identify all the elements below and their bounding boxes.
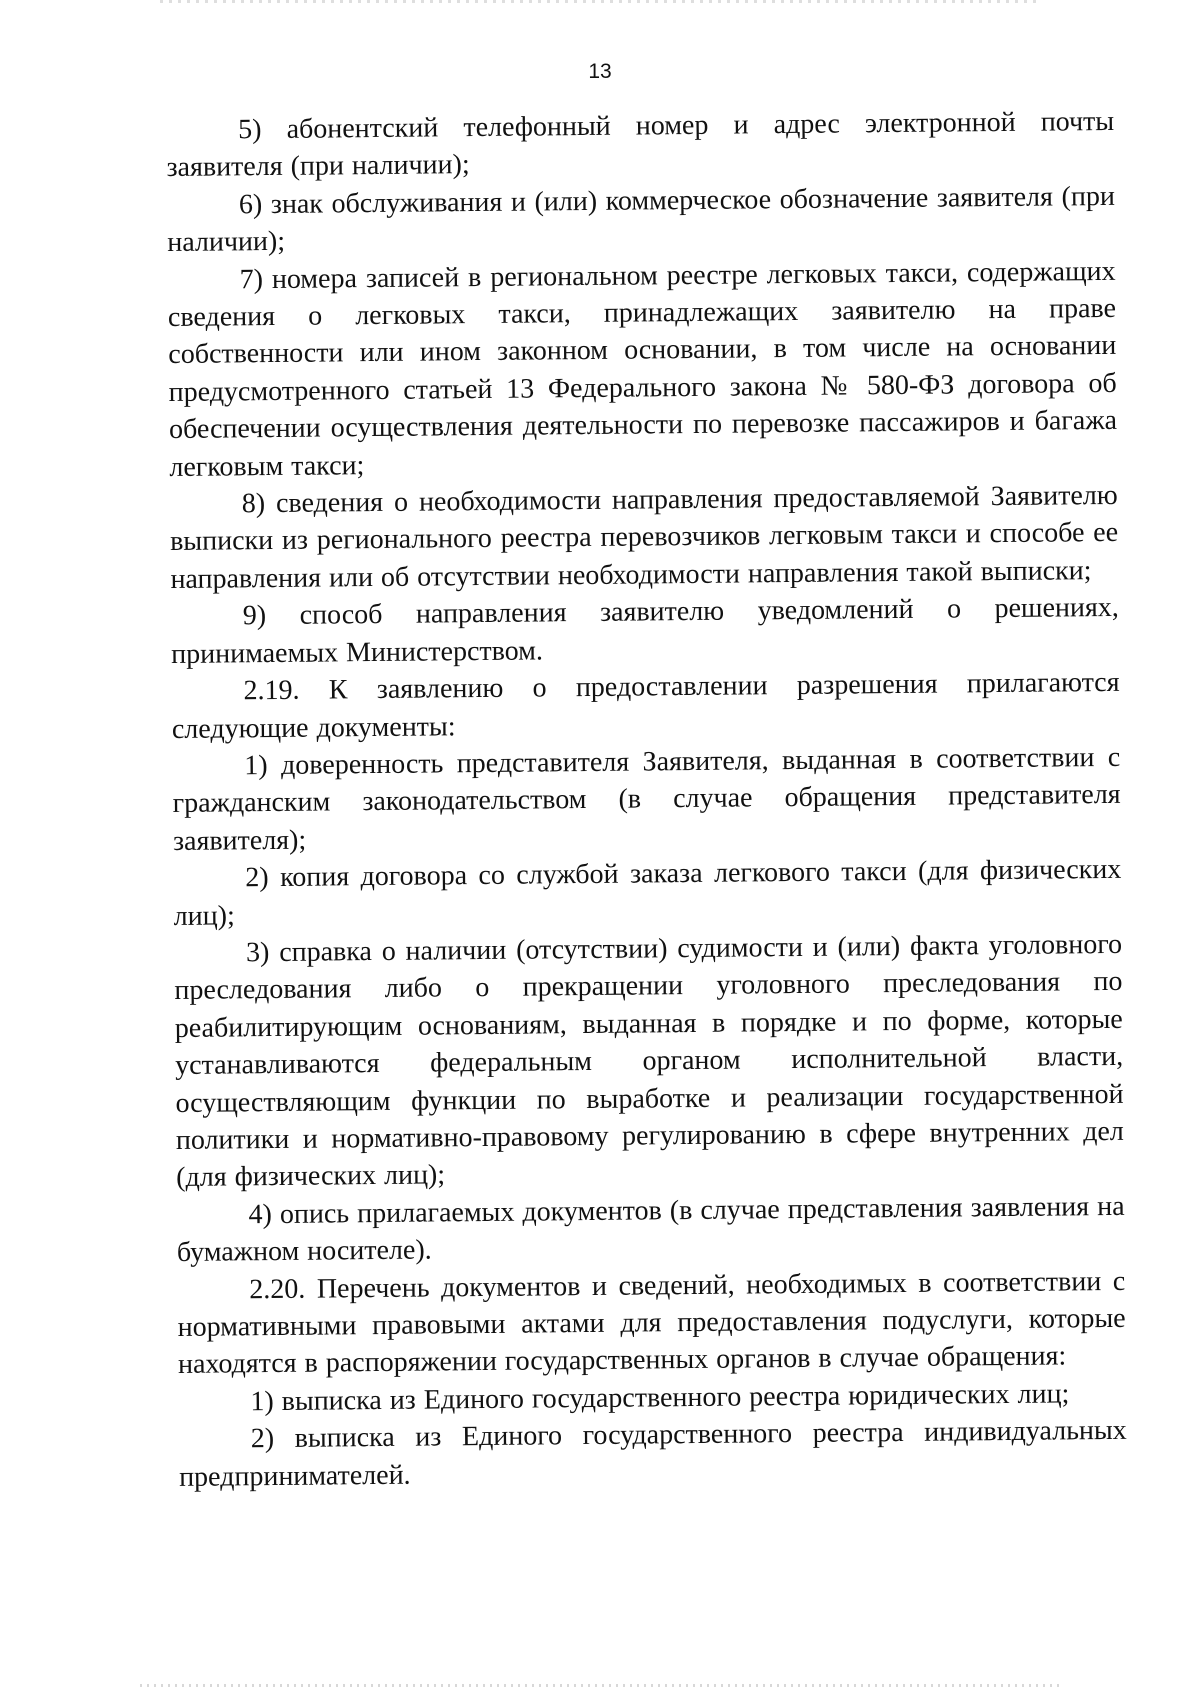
scan-edge-bottom — [140, 1684, 1060, 1687]
paragraph-item-5-contacts: 5) абонентский телефонный номер и адрес электронной почты заявителя (при наличии); — [166, 105, 1115, 184]
paragraph-item-7-registry-records: 7) номера записей в региональном реестре легковых такси, содержащих сведения о легковых такси, принадлежащих заявителю на праве собственности или ином законном основании, в том числе на основании предусмотренного статьей 13 Федерального закона № 580-ФЗ договора об обеспечении осуществления деятельности по перевозке пассажиров и багажа легковым такси; — [167, 255, 1118, 483]
paragraph-item-6-service-mark: 6) знак обслуживания и (или) коммерческое обозначение заявителя (при наличии); — [167, 180, 1116, 259]
paragraph-attachment-3-criminal-record: 3) справка о наличии (отсутствии) судимости и (или) факта уголовного преследования либо о прекращении уголовного преследования по реабилитирующим основаниям, выданная в порядке и по форме, которые устанавливаются федеральным органом исполнительной власти, осуществляющим функции по выработке и реализации государственной политики и нормативно-правовому регулированию в сфере внутренних дел (для физических лиц); — [174, 928, 1124, 1194]
paragraph-section-2-19: 2.19. К заявлению о предоставлении разрешения прилагаются следующие документы: — [171, 666, 1120, 745]
paragraph-item-8-extract-delivery: 8) сведения о необходимости направления предоставляемой Заявителю выписки из регионального реестра перевозчиков легковым такси и способе ее направления или об отсутствии необходимости направления такой выписки; — [169, 479, 1119, 595]
paragraph-section-2-20: 2.20. Перечень документов и сведений, необходимых в соответствии с нормативными правовыми актами для предоставления подуслуги, которые находятся в распоряжении государственных органов в случае обращения: — [177, 1265, 1126, 1381]
document-body — [166, 103, 1127, 1496]
paragraph-extract-legal-entities: 1) выписка из Единого государственного реестра юридических лиц; — [250, 1378, 1070, 1418]
scan-edge-top — [160, 0, 1040, 3]
paragraph-attachment-2-contract-copy: 2) копия договора со службой заказа легкового такси (для физических лиц); — [173, 853, 1122, 932]
paragraph-item-9-notification-method: 9) способ направления заявителю уведомлений о решениях, принимаемых Министерством. — [171, 592, 1119, 670]
paragraph-extract-entrepreneurs: 2) выписка из Единого государственного реестра индивидуальных предпринимателей. — [178, 1415, 1127, 1493]
paragraph-attachment-4-inventory: 4) опись прилагаемых документов (в случае представления заявления на бумажном носителе). — [176, 1190, 1125, 1269]
page-number: 13 — [588, 60, 612, 83]
paragraph-attachment-1-power-of-attorney: 1) доверенность представителя Заявителя, выданная в соответствии с гражданским законодательством (в случае обращения представителя заявителя); — [172, 741, 1121, 857]
